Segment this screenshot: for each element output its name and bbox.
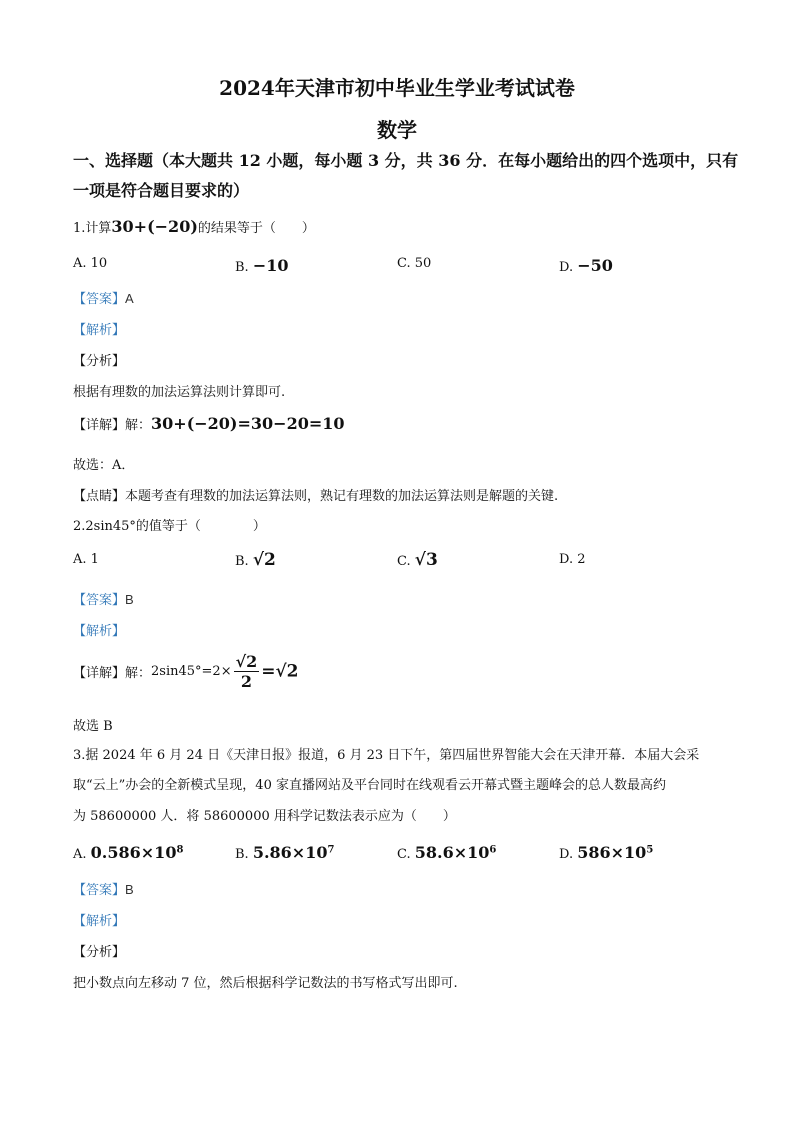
- subject-title: 数学: [377, 118, 417, 142]
- q3-option-c: [397, 843, 496, 862]
- q2-option-c: [397, 550, 438, 570]
- q2-fraction-numerator: √2: [235, 652, 258, 671]
- q2-answer-value: B: [125, 592, 134, 607]
- q2-option-d: D. 2: [559, 552, 586, 567]
- q2-choose: 故选 B: [73, 719, 113, 734]
- q1-option-d-label: D.: [559, 260, 574, 275]
- q3-option-a: [73, 843, 183, 862]
- q1-answer-value: A: [125, 291, 134, 306]
- q1-comment: 【点睛】本题考查有理数的加法运算法则，熟记有理数的加法运算法则是解题的关键.: [73, 489, 559, 504]
- q2-option-c-math: √3: [414, 550, 438, 570]
- q2-option-a: A. 1: [73, 552, 99, 567]
- q1-expression: 30+(−20): [111, 217, 198, 236]
- q2-stem: 2.2sin45°的值等于（ ）: [73, 519, 266, 534]
- q1-stem: [73, 217, 315, 236]
- q2-detail-pre: 2sin45°=2×: [151, 664, 232, 679]
- q3-option-c-exp: 6: [489, 844, 497, 856]
- q1-option-d-math: −50: [577, 256, 613, 275]
- q1-fenxi-label: 【分析】: [73, 354, 126, 369]
- q3-option-b-label: B.: [235, 847, 249, 862]
- q1-option-b: [235, 256, 289, 275]
- q1-analysis-label: 【解析】: [73, 323, 126, 338]
- q3-option-d-base: 586×10: [577, 843, 647, 862]
- q3-stem-line1: 3.据 2024 年 6 月 24 日《天津日报》报道，6 月 23 日下午，第四届世界智能大会在天津开幕．本届大会采: [73, 748, 700, 763]
- q3-option-c-label: C.: [397, 847, 411, 862]
- q3-option-b: [235, 843, 334, 862]
- section-heading-line1: 一、选择题（本大题共 12 小题，每小题 3 分，共 36 分．在每小题给出的四个选项中，只有: [73, 151, 739, 170]
- q1-suffix: 的结果等于（ ）: [197, 221, 315, 236]
- exam-title: 2024年天津市初中毕业生学业考试试卷: [219, 76, 575, 100]
- q3-option-c-base: 58.6×10: [414, 843, 490, 862]
- q3-option-d-label: D.: [559, 847, 574, 862]
- q1-detail-label: 【详解】解：: [73, 418, 152, 433]
- q3-answer-value: B: [125, 882, 134, 897]
- q3-option-a-label: A.: [73, 847, 87, 862]
- q2-option-b-label: B.: [235, 554, 249, 569]
- q3-option-b-base: 5.86×10: [252, 843, 328, 862]
- q3-option-b-exp: 7: [327, 844, 335, 856]
- q2-option-c-label: C.: [397, 554, 411, 569]
- q2-option-b: [235, 550, 276, 570]
- q1-option-d: [559, 256, 613, 275]
- q1-option-a: A. 10: [73, 256, 108, 271]
- q3-option-d-exp: 5: [646, 844, 654, 856]
- q2-answer: [73, 589, 134, 608]
- q3-option-a-base: 0.586×10: [90, 843, 177, 862]
- q2-detail-post: =√2: [261, 661, 299, 682]
- q1-prefix: 1.计算: [73, 221, 112, 236]
- q1-option-b-math: −10: [252, 256, 289, 275]
- q2-analysis-label: 【解析】: [73, 624, 126, 639]
- q3-answer-label: 【答案】: [73, 883, 126, 898]
- q3-stem-line2: 取“云上”办会的全新模式呈现，40 家直播网站及平台同时在线观看云开幕式暨主题峰会的总人数最高约: [73, 778, 666, 793]
- q3-option-d: [559, 843, 653, 862]
- q2-answer-label: 【答案】: [73, 593, 126, 608]
- section-heading-line2: 一项是符合题目要求的）: [73, 181, 250, 200]
- q2-fraction: [234, 652, 260, 691]
- q1-option-c: C. 50: [397, 256, 432, 271]
- q1-fenxi-text: 根据有理数的加法运算法则计算即可.: [73, 385, 286, 400]
- q1-option-b-label: B.: [235, 260, 249, 275]
- q2-detail: [73, 652, 299, 691]
- q3-fenxi-label: 【分析】: [73, 945, 126, 960]
- q3-fenxi-text: 把小数点向左移动 7 位，然后根据科学记数法的书写格式写出即可.: [73, 976, 458, 991]
- q2-detail-label: 【详解】解：: [73, 666, 152, 681]
- q1-choose: 故选：A．: [73, 458, 135, 473]
- q3-answer: [73, 879, 134, 898]
- q3-analysis-label: 【解析】: [73, 914, 126, 929]
- q3-option-a-exp: 8: [176, 844, 184, 856]
- q3-stem-line3: 为 58600000 人．将 58600000 用科学记数法表示应为（ ）: [73, 809, 456, 824]
- q1-answer-label: 【答案】: [73, 292, 126, 307]
- q1-answer: [73, 288, 134, 307]
- q2-fraction-denominator: 2: [240, 672, 252, 691]
- q1-detail-math: 30+(−20)=30−20=10: [151, 414, 345, 433]
- q1-detail: [73, 414, 345, 433]
- q2-option-b-math: √2: [252, 550, 276, 570]
